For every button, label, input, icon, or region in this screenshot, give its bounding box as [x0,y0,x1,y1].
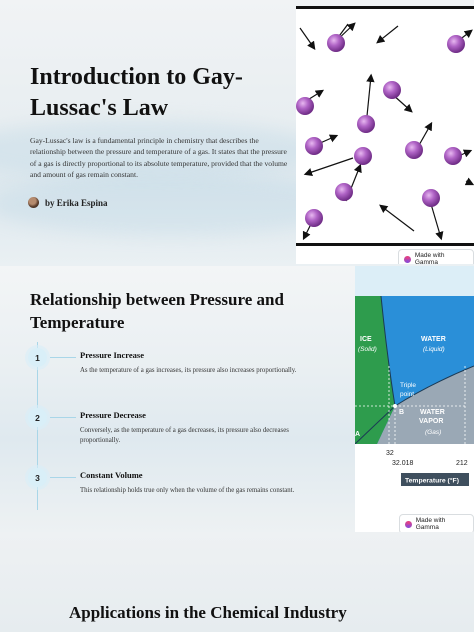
step-heading: Pressure Decrease [80,410,146,420]
triple-point-label: Triple point [400,382,417,398]
step-connector [50,417,76,418]
timeline-step [28,408,328,448]
tick-label-32: 32 [386,450,394,457]
vapor-sub-label: (Gas) [425,429,442,436]
author-byline [28,197,108,208]
tick-label-32-018: 32.018 [392,460,414,467]
step-number: 2 [28,408,47,427]
axis-title: Temperature (°F) [405,477,459,485]
gamma-logo-icon [405,521,412,528]
made-with-gamma-badge[interactable] [398,249,474,264]
step-heading: Pressure Increase [80,350,144,360]
step-text: As the temperature of a gas increases, its pressure also increases proportionally. [80,367,297,374]
tick-label-212: 212 [456,460,468,467]
avatar [28,197,39,208]
point-a-label: A [355,431,361,438]
badge-label: Made with Gamma [414,252,445,264]
slide-intro [0,0,474,266]
vapor-label: WATER VAPOR [419,409,445,425]
step-number: 1 [28,348,47,367]
step-heading: Constant Volume [80,470,143,480]
step-number: 3 [28,468,47,487]
slide-title: Introduction to Gay-Lussac's Law [30,64,243,121]
step-connector [50,477,76,478]
ice-label: ICE [360,336,372,343]
slide-relationship [0,266,474,532]
phase-diagram [355,266,474,532]
phase-diagram-image [355,266,474,532]
step-connector [50,357,76,358]
slide-description: Gay-Lussac's law is a fundamental principle in chemistry that describes the relationship between the pressure and temperature of a gas. It states that the pressure of a gas is directly proportional to its absolute temperature, provided that the volume and amount of gas remain constant. [30,136,288,180]
water-sub-label: (Liquid) [423,346,445,353]
gamma-logo-icon [404,256,411,263]
point-b-label: B [399,409,405,416]
timeline-step [28,348,328,388]
step-text: This relationship holds true only when the volume of the gas remains constant. [80,487,295,494]
made-with-gamma-badge[interactable] [399,514,474,532]
step-text: Conversely, as the temperature of a gas decreases, its pressure also decreases proportionally. [80,427,289,445]
water-label: WATER [421,336,446,343]
slide-applications [0,532,474,632]
badge-label: Made with Gamma [415,517,446,531]
slide-title: Applications in the Chemical Industry [69,603,347,622]
gas-molecules-image [296,6,474,264]
slide-title: Relationship between Pressure and Temperature [30,290,284,332]
ice-sub-label: (Solid) [358,346,377,353]
timeline-step [28,468,328,508]
author-name: by Erika Espina [45,197,108,208]
gas-molecules-illustration [296,6,474,264]
